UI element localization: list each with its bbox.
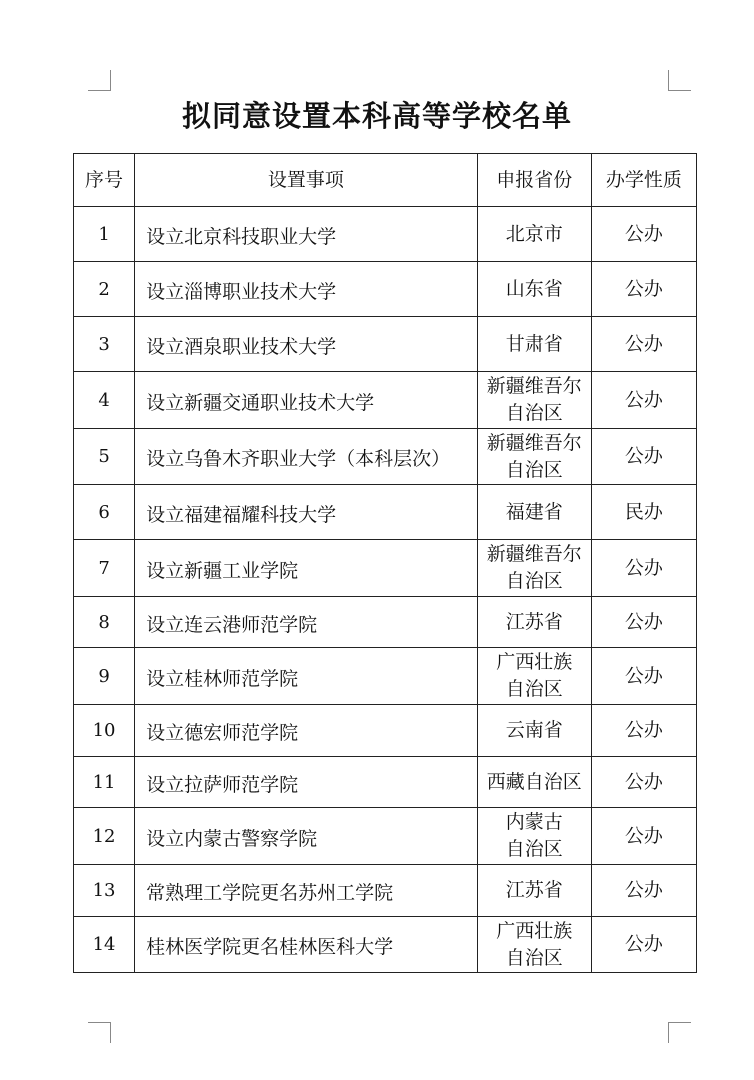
row-number: 2	[74, 262, 135, 317]
row-number: 12	[74, 808, 135, 865]
crop-mark-top-right	[668, 70, 691, 91]
province-line: 山东省	[505, 277, 563, 300]
row-number: 11	[74, 757, 135, 808]
row-item: 设立北京科技职业大学	[135, 207, 478, 262]
province-line: 江苏省	[505, 610, 563, 633]
row-number: 8	[74, 597, 135, 648]
table-row	[74, 597, 697, 648]
row-number: 4	[74, 372, 135, 429]
row-type: 公办	[591, 429, 696, 485]
province-line: 江苏省	[505, 879, 563, 901]
row-item: 设立内蒙古警察学院	[135, 808, 478, 865]
crop-mark-bottom-left	[88, 1022, 111, 1043]
province-line: 新疆维吾尔	[486, 543, 582, 565]
row-item: 桂林医学院更名桂林医科大学	[135, 917, 478, 973]
row-province	[477, 757, 591, 808]
row-type: 公办	[591, 207, 696, 262]
table-row	[74, 485, 697, 540]
row-item: 设立淄博职业技术大学	[135, 262, 478, 317]
row-number: 13	[74, 865, 135, 917]
crop-mark-bottom-right	[668, 1022, 691, 1043]
row-province	[477, 648, 591, 705]
row-number: 1	[74, 207, 135, 262]
table-row	[74, 917, 697, 973]
row-item: 设立连云港师范学院	[135, 597, 478, 648]
row-item: 设立德宏师范学院	[135, 705, 478, 757]
document-title: 拟同意设置本科高等学校名单	[181, 99, 572, 133]
row-number: 9	[74, 648, 135, 705]
province-line: 甘肃省	[505, 332, 563, 355]
table-row	[74, 648, 697, 705]
row-type: 公办	[591, 705, 696, 757]
row-province	[477, 917, 591, 973]
row-item: 设立酒泉职业技术大学	[135, 317, 478, 372]
row-item: 设立乌鲁木齐职业大学（本科层次）	[135, 429, 478, 485]
row-province	[477, 485, 591, 540]
row-type: 民办	[591, 485, 696, 540]
row-number: 10	[74, 705, 135, 757]
row-number: 3	[74, 317, 135, 372]
row-item: 设立新疆工业学院	[135, 540, 478, 597]
row-province	[477, 705, 591, 757]
row-province	[477, 317, 591, 372]
row-item: 设立桂林师范学院	[135, 648, 478, 705]
row-number: 7	[74, 540, 135, 597]
row-type: 公办	[591, 648, 696, 705]
province-line: 福建省	[505, 500, 563, 523]
row-item: 设立拉萨师范学院	[135, 757, 478, 808]
table-header-row	[74, 154, 697, 207]
table-row	[74, 207, 697, 262]
row-type: 公办	[591, 372, 696, 429]
header-item: 设置事项	[135, 154, 478, 207]
row-type: 公办	[591, 917, 696, 973]
row-province	[477, 207, 591, 262]
row-number: 5	[74, 429, 135, 485]
province-line: 自治区	[505, 570, 563, 592]
row-province	[477, 262, 591, 317]
row-type: 公办	[591, 540, 696, 597]
table-row	[74, 808, 697, 865]
row-province	[477, 865, 591, 917]
province-line: 西藏自治区	[486, 770, 582, 793]
school-list-table	[73, 153, 697, 973]
province-line: 自治区	[505, 458, 563, 481]
province-line: 广西壮族	[496, 919, 573, 942]
table-row	[74, 317, 697, 372]
row-item: 设立福建福耀科技大学	[135, 485, 478, 540]
row-number: 6	[74, 485, 135, 540]
row-province	[477, 597, 591, 648]
row-type: 公办	[591, 808, 696, 865]
row-province	[477, 808, 591, 865]
row-number: 14	[74, 917, 135, 973]
row-type: 公办	[591, 262, 696, 317]
row-province	[477, 372, 591, 429]
province-line: 北京市	[505, 222, 563, 245]
province-line: 自治区	[505, 946, 563, 969]
header-type: 办学性质	[591, 154, 696, 207]
province-line: 内蒙古	[505, 811, 563, 833]
header-province: 申报省份	[477, 154, 591, 207]
province-line: 自治区	[505, 838, 563, 860]
table-row	[74, 262, 697, 317]
row-province	[477, 540, 591, 597]
header-no: 序号	[74, 154, 135, 207]
row-type: 公办	[591, 757, 696, 808]
table-row	[74, 540, 697, 597]
province-line: 自治区	[505, 678, 563, 700]
province-line: 云南省	[505, 719, 563, 741]
province-line: 自治区	[505, 402, 563, 424]
province-line: 新疆维吾尔	[486, 375, 582, 397]
crop-mark-top-left	[88, 70, 111, 91]
row-item: 常熟理工学院更名苏州工学院	[135, 865, 478, 917]
table-row	[74, 429, 697, 485]
province-line: 广西壮族	[496, 651, 573, 673]
row-type: 公办	[591, 597, 696, 648]
table-row	[74, 372, 697, 429]
row-type: 公办	[591, 865, 696, 917]
table-row	[74, 865, 697, 917]
row-province	[477, 429, 591, 485]
table-row	[74, 757, 697, 808]
table-body	[74, 207, 697, 973]
table-row	[74, 705, 697, 757]
row-item: 设立新疆交通职业技术大学	[135, 372, 478, 429]
province-line: 新疆维吾尔	[486, 431, 582, 454]
row-type: 公办	[591, 317, 696, 372]
